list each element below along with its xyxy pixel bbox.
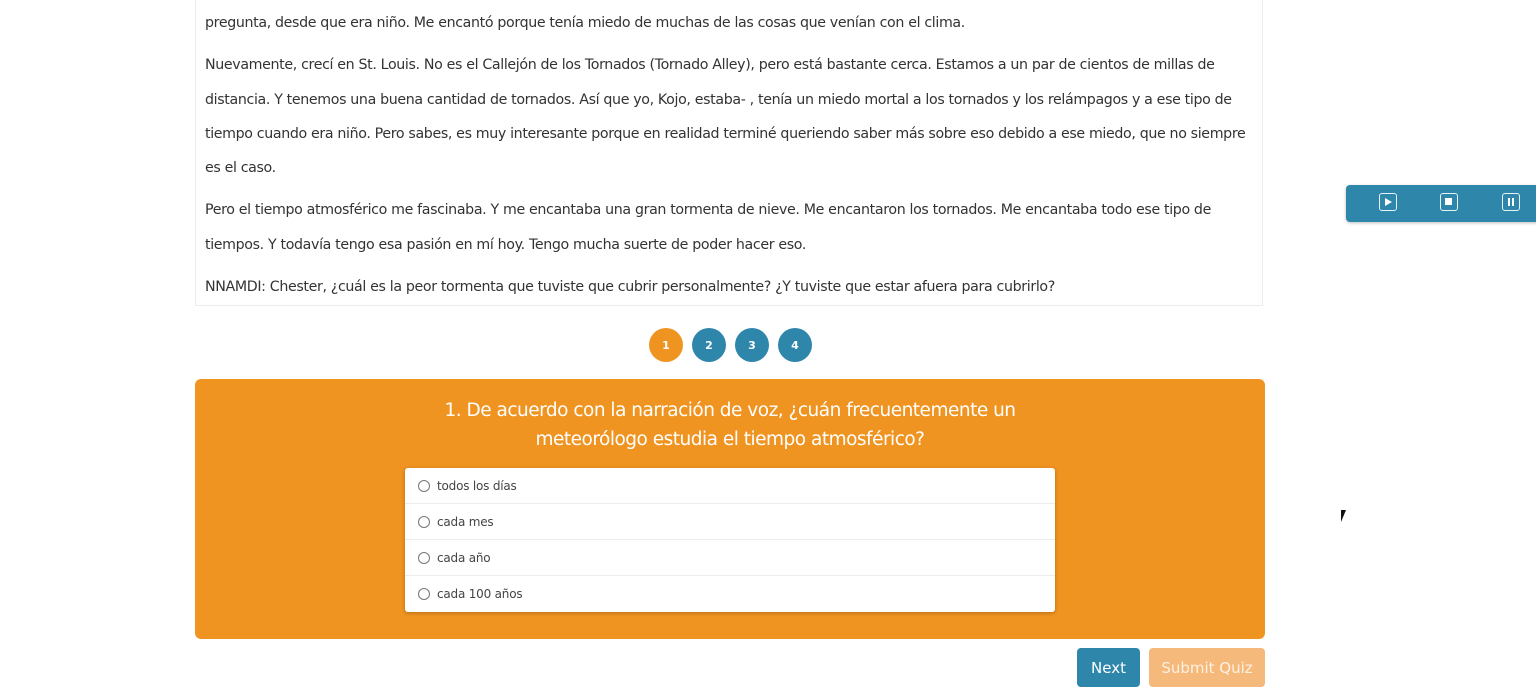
radio-button[interactable] bbox=[418, 480, 430, 492]
question-pagination bbox=[649, 328, 812, 362]
page-button-3[interactable]: 3 bbox=[735, 328, 769, 362]
play-icon bbox=[1385, 198, 1392, 206]
option-label: cada mes bbox=[437, 514, 494, 529]
submit-quiz-button[interactable]: Submit Quiz bbox=[1149, 648, 1265, 687]
option-label: cada 100 años bbox=[437, 587, 523, 601]
transcript-paragraph: pregunta, desde que era niño. Me encantó porque tenía miedo de muchas de las cosas que venían con el clima. bbox=[205, 15, 965, 31]
mouse-cursor-icon bbox=[1341, 510, 1351, 522]
answer-option-cada-mes[interactable] bbox=[405, 504, 1055, 540]
transcript-paragraph: Nuevamente, crecí en St. Louis. No es el Callejón de los Tornados (Tornado Alley), pero está bastante cerca. Estamos a un par de cientos de millas de distancia. Y tenemos una buena cantidad de tornados. Así que yo, Kojo, estaba- , tenía un miedo mortal a los tornados y los relámpagos y a ese tipo de tiempo cuando era niño. Pero sabes, es muy interesante porque en realidad terminé queriendo saber más sobre eso debido a ese miedo, que no siempre es el caso. bbox=[205, 57, 1246, 177]
answer-options bbox=[405, 468, 1055, 612]
answer-option-cada-ano[interactable] bbox=[405, 540, 1055, 576]
answer-option-cada-100-anos[interactable] bbox=[405, 576, 1055, 612]
stop-button[interactable] bbox=[1440, 193, 1458, 211]
option-label: todos los días bbox=[437, 478, 517, 493]
transcript-panel bbox=[195, 0, 1263, 306]
page-button-2[interactable]: 2 bbox=[692, 328, 726, 362]
stop-icon bbox=[1445, 198, 1452, 205]
radio-button[interactable] bbox=[418, 552, 430, 564]
radio-button[interactable] bbox=[418, 588, 430, 600]
page-button-1[interactable]: 1 bbox=[649, 328, 683, 362]
pause-icon bbox=[1508, 198, 1510, 206]
option-label: cada año bbox=[437, 550, 491, 565]
next-button[interactable]: Next bbox=[1077, 648, 1140, 687]
page-button-4[interactable]: 4 bbox=[778, 328, 812, 362]
answer-option-todos-los-dias[interactable] bbox=[405, 468, 1055, 504]
transcript-paragraph: Pero el tiempo atmosférico me fascinaba. Y me encantaba una gran tormenta de nieve. Me encantaron los tornados. Me encantaba todo ese tipo de tiempos. Y todavía tengo esa pasión en mí hoy. Tengo mucha suerte de poder hacer eso. bbox=[205, 202, 1211, 253]
pause-button[interactable] bbox=[1502, 193, 1520, 211]
question-line-2: meteorólogo estudia el tiempo atmosférico? bbox=[535, 429, 925, 450]
play-button[interactable] bbox=[1379, 193, 1397, 211]
transcript-paragraph: NNAMDI: Chester, ¿cuál es la peor tormenta que tuviste que cubrir personalmente? ¿Y tuviste que estar afuera para cubrirlo? bbox=[205, 279, 1055, 296]
audio-controls bbox=[1346, 185, 1536, 222]
question-line-1: 1. De acuerdo con la narración de voz, ¿cuán frecuentemente un bbox=[444, 400, 1016, 421]
question-text bbox=[195, 396, 1265, 454]
radio-button[interactable] bbox=[418, 516, 430, 528]
quiz-card bbox=[195, 379, 1265, 639]
